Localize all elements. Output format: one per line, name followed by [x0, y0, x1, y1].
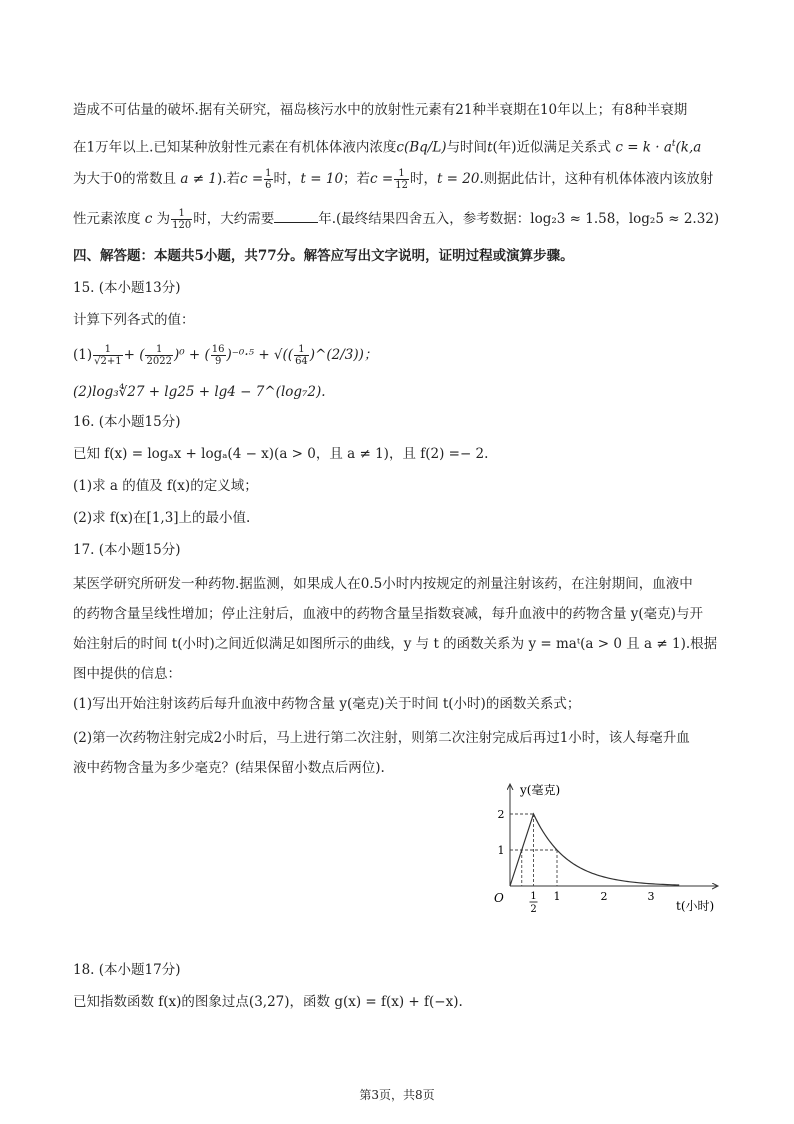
q16-part2: (2)求 f(x)在[1,3]上的最小值.	[73, 510, 251, 526]
numerator: 16	[211, 344, 225, 355]
fraction	[294, 344, 309, 367]
numerator: 1	[93, 344, 122, 356]
numerator: 1	[145, 344, 172, 356]
math-inline: t	[487, 139, 493, 156]
math-inline: c	[144, 211, 153, 227]
q18-stem: 已知指数函数 f(x)的图象过点(3,27)，函数 g(x) = f(x) + f(−x).	[73, 994, 463, 1010]
fraction	[211, 344, 226, 367]
intro-text: 时，	[409, 171, 437, 187]
q15-header: 15. (本小题13分)	[73, 280, 181, 296]
numerator: 1	[265, 168, 272, 179]
q17-stem-3: 始注射后的时间 t(小时)之间近似满足如图所示的曲线，y 与 t 的函数关系为 y = maᵗ(a > 0 且 a ≠ 1).根据	[73, 636, 718, 652]
fraction	[145, 344, 172, 367]
fraction	[264, 168, 272, 191]
x-tick-half-numerator: 1	[530, 891, 537, 902]
q16-stem: 已知 f(x) = logₐx + logₐ(4 − x)(a > 0，且 a ≠ 1)，且 f(2) =− 2.	[73, 446, 489, 462]
q17-part1: (1)写出开始注射该药后每升血液中药物含量 y(毫克)关于时间 t(小时)的函数关系式；	[73, 696, 581, 712]
fraction	[171, 208, 192, 231]
math-inline: + (	[123, 347, 145, 363]
intro-text: (年)近似满足关系式	[492, 139, 612, 156]
q17-stem-2: 的药物含量呈线性增加；停止注射后，血液中的药物含量呈指数衰减，每升血液中的药物含量 y(毫克)与开	[73, 606, 703, 622]
drug-concentration-graph	[482, 778, 732, 928]
q17-stem-4: 图中提供的信息：	[73, 666, 181, 682]
x-tick-label-1: 1	[553, 890, 561, 903]
intro-text: 造成不可估量的破坏.据有关研究，福岛核污水中的放射性元素有21种半衰期在10年以上；有8种半衰期	[73, 102, 688, 118]
intro-text: 年.(最终结果四舍五入，参考数据：log₂3 ≈ 1.58，log₂5 ≈ 2.32)	[318, 211, 720, 227]
q15-part1	[73, 344, 377, 367]
q18-header: 18. (本小题17分)	[73, 962, 181, 978]
q17-part2a: (2)第一次药物注射完成2小时后，马上进行第二次注射，则第二次注射完成后再过1小时，该人每毫升血	[73, 730, 690, 746]
denominator: 6	[265, 180, 272, 191]
x-axis-label: t(小时)	[676, 899, 715, 913]
q15-part2: (2)log₃∜27 + lg25 + lg4 − 7^(log₇2).	[73, 384, 326, 400]
intro-text: .则据此估计，这种有机体体液内该放射	[479, 171, 714, 187]
math-inline: c(Bq/L)	[396, 139, 447, 156]
intro-line-1	[73, 100, 687, 120]
fraction	[394, 168, 409, 191]
math-inline: t = 10	[300, 171, 344, 187]
intro-text: 在1万年以上.已知某种放射性元素在有机体体液内浓度	[73, 139, 397, 156]
dashed-guides	[510, 814, 557, 886]
math-inline: c = k · a	[615, 139, 672, 156]
y-tick-label-1: 1	[497, 844, 505, 857]
answer-blank[interactable]	[274, 210, 318, 223]
intro-line-2	[73, 134, 701, 158]
section-title: 四、解答题：本题共5小题，共77分。解答应写出文字说明，证明过程或演算步骤。	[73, 248, 574, 264]
y-tick-label-2: 2	[497, 808, 505, 821]
intro-text: ；若	[343, 171, 371, 187]
x-tick-label-3: 3	[647, 890, 655, 903]
math-inline: t = 20	[436, 171, 480, 187]
q17-part2b: 液中药物含量为多少毫克？(结果保留小数点后两位).	[73, 760, 385, 776]
denominator: 120	[172, 220, 192, 231]
origin-label: O	[494, 891, 504, 905]
x-tick-label-2: 2	[600, 890, 608, 903]
numerator: 1	[171, 208, 192, 220]
q16-header: 16. (本小题15分)	[73, 414, 181, 430]
denominator: √2+1	[94, 356, 122, 367]
q16-part1: (1)求 a 的值及 f(x)的定义域；	[73, 478, 258, 494]
part-label: (1)	[73, 347, 93, 363]
denominator: 2022	[146, 356, 172, 367]
intro-text: 为大于0的常数且	[73, 171, 177, 187]
math-exponent: t	[671, 139, 676, 149]
intro-text: 性元素浓度	[73, 211, 141, 227]
intro-text: 时，大约需要	[193, 211, 275, 227]
intro-text: ).若	[216, 171, 240, 187]
numerator: 1	[394, 168, 409, 180]
y-axis-label: y(毫克)	[520, 783, 561, 797]
intro-text: 为	[156, 211, 171, 227]
denominator: 12	[395, 180, 408, 191]
math-inline: (k,a	[675, 139, 702, 156]
math-inline: a ≠ 1	[180, 171, 217, 187]
q17-header: 17. (本小题15分)	[73, 542, 181, 558]
numerator: 1	[294, 344, 309, 356]
math-inline: )⁰ + (	[173, 347, 210, 363]
fraction	[93, 344, 122, 367]
math-inline: c =	[370, 171, 394, 187]
q15-prompt: 计算下列各式的值：	[73, 312, 195, 328]
intro-text: 时，	[273, 171, 301, 187]
math-inline: )⁻⁰·⁵ + √((	[226, 347, 294, 363]
x-tick-half-denominator: 2	[530, 904, 537, 915]
math-inline: )^(2/3))；	[309, 347, 378, 363]
denominator: 9	[214, 356, 222, 367]
intro-line-4	[73, 208, 719, 231]
denominator: 64	[295, 356, 308, 367]
axis-ticks	[498, 808, 655, 915]
q17-stem-1: 某医学研究所研发一种药物.据监测，如果成人在0.5小时内按规定的剂量注射该药，在注射期间，血液中	[73, 576, 693, 592]
page-footer: 第3页，共8页	[359, 1088, 435, 1102]
intro-text: 与时间	[446, 139, 488, 156]
intro-line-3	[73, 168, 713, 191]
math-inline: c =	[240, 171, 264, 187]
